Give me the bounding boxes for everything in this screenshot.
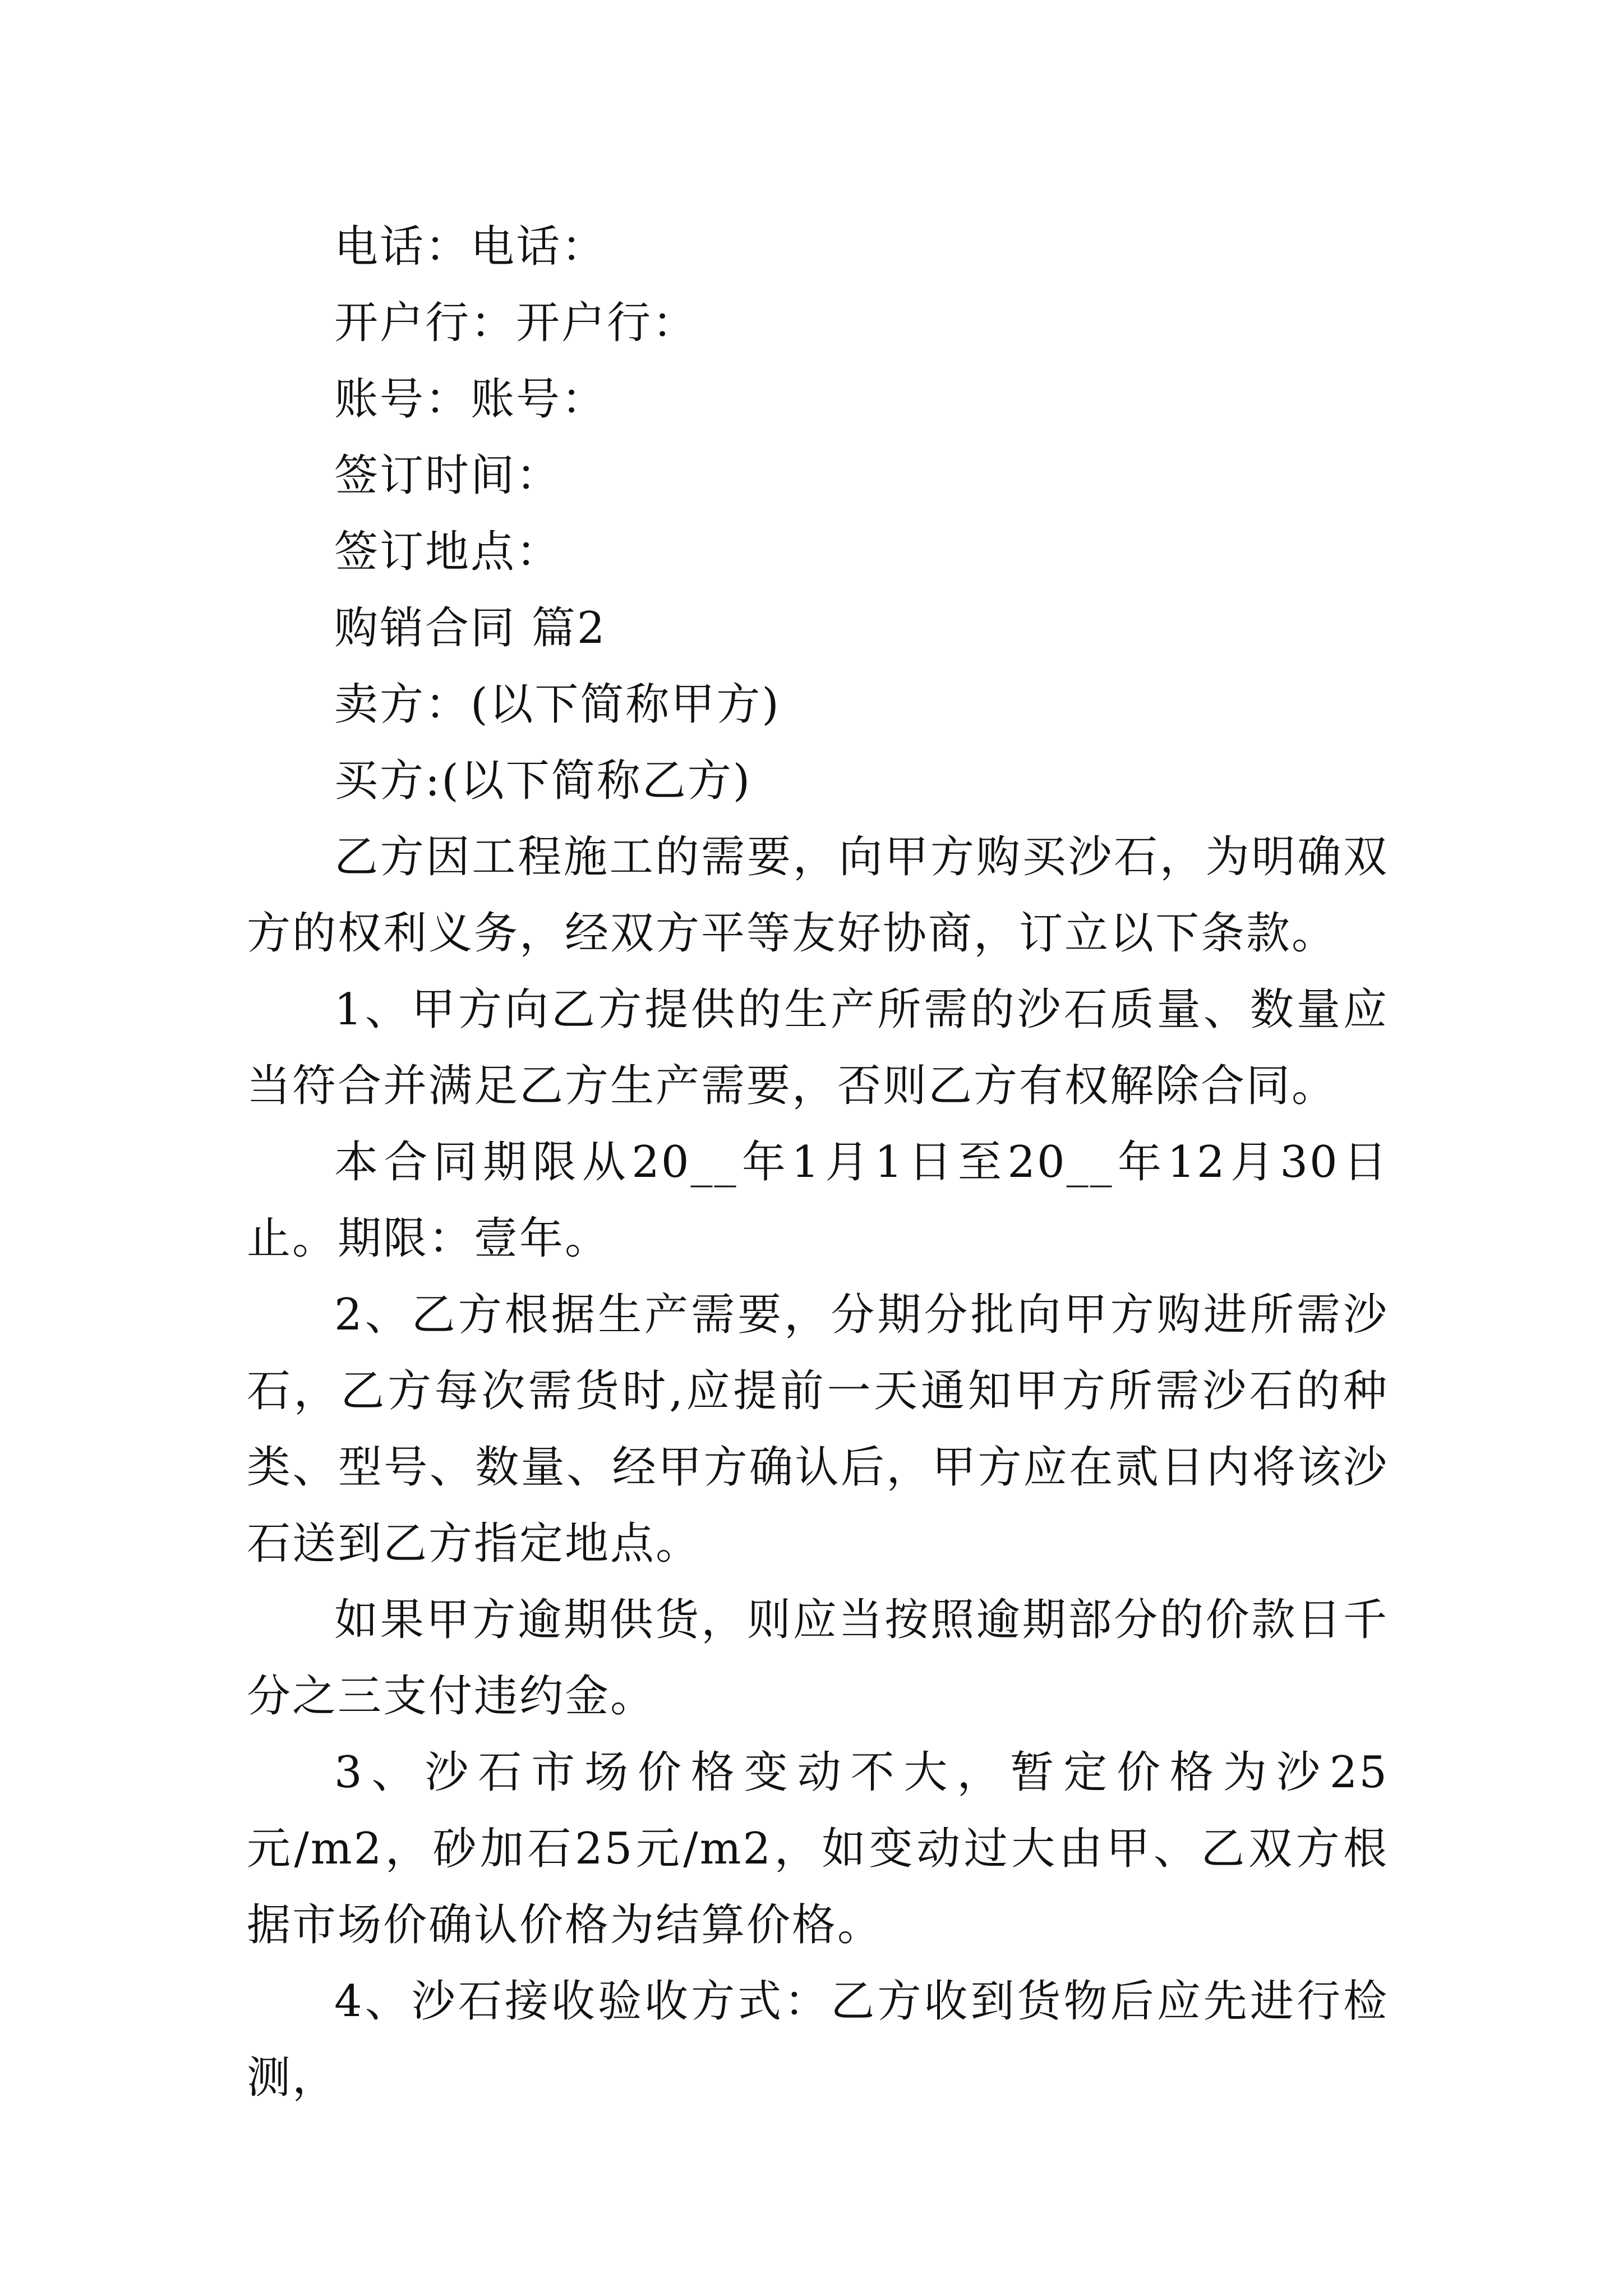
seller-line: 卖方：(以下简称甲方) xyxy=(334,679,781,730)
penalty-paragraph: 如果甲方逾期供货，则应当按照逾期部分的价款日千分之三支付违约金。 xyxy=(247,1595,1389,1722)
document-body xyxy=(247,209,1389,2116)
clause-1-paragraph: 1、甲方向乙方提供的生产所需的沙石质量、数量应当符合并满足乙方生产需要，否则乙方有权解除合同。 xyxy=(247,984,1389,1111)
signing-time-line: 签订时间： xyxy=(334,450,562,501)
account-line: 账号：账号： xyxy=(334,374,607,425)
section-heading: 购销合同 篇2 xyxy=(334,603,607,654)
clause-3-paragraph: 3、沙石市场价格变动不大，暂定价格为沙25元/m2，砂加石25元/m2，如变动过大由甲、乙双方根据市场价确认价格为结算价格。 xyxy=(247,1747,1389,1950)
phone-line: 电话：电话： xyxy=(334,222,607,272)
bank-line: 开户行：开户行： xyxy=(334,298,698,348)
clause-2-paragraph: 2、乙方根据生产需要，分期分批向甲方购进所需沙石，乙方每次需货时,应提前一天通知甲方所需沙石的种类、型号、数量、经甲方确认后，甲方应在贰日内将该沙石送到乙方指定地点。 xyxy=(247,1290,1389,1569)
intro-paragraph: 乙方因工程施工的需要，向甲方购买沙石，为明确双方的权利义务，经双方平等友好协商，订立以下条款。 xyxy=(247,832,1389,959)
clause-4-paragraph: 4、沙石接收验收方式：乙方收到货物后应先进行检测， xyxy=(247,1976,1389,2103)
buyer-line: 买方:(以下简称乙方) xyxy=(334,756,752,806)
term-paragraph: 本合同期限从20__年1月1日至20__年12月30日止。期限：壹年。 xyxy=(247,1137,1389,1264)
signing-place-line: 签订地点： xyxy=(334,527,562,577)
